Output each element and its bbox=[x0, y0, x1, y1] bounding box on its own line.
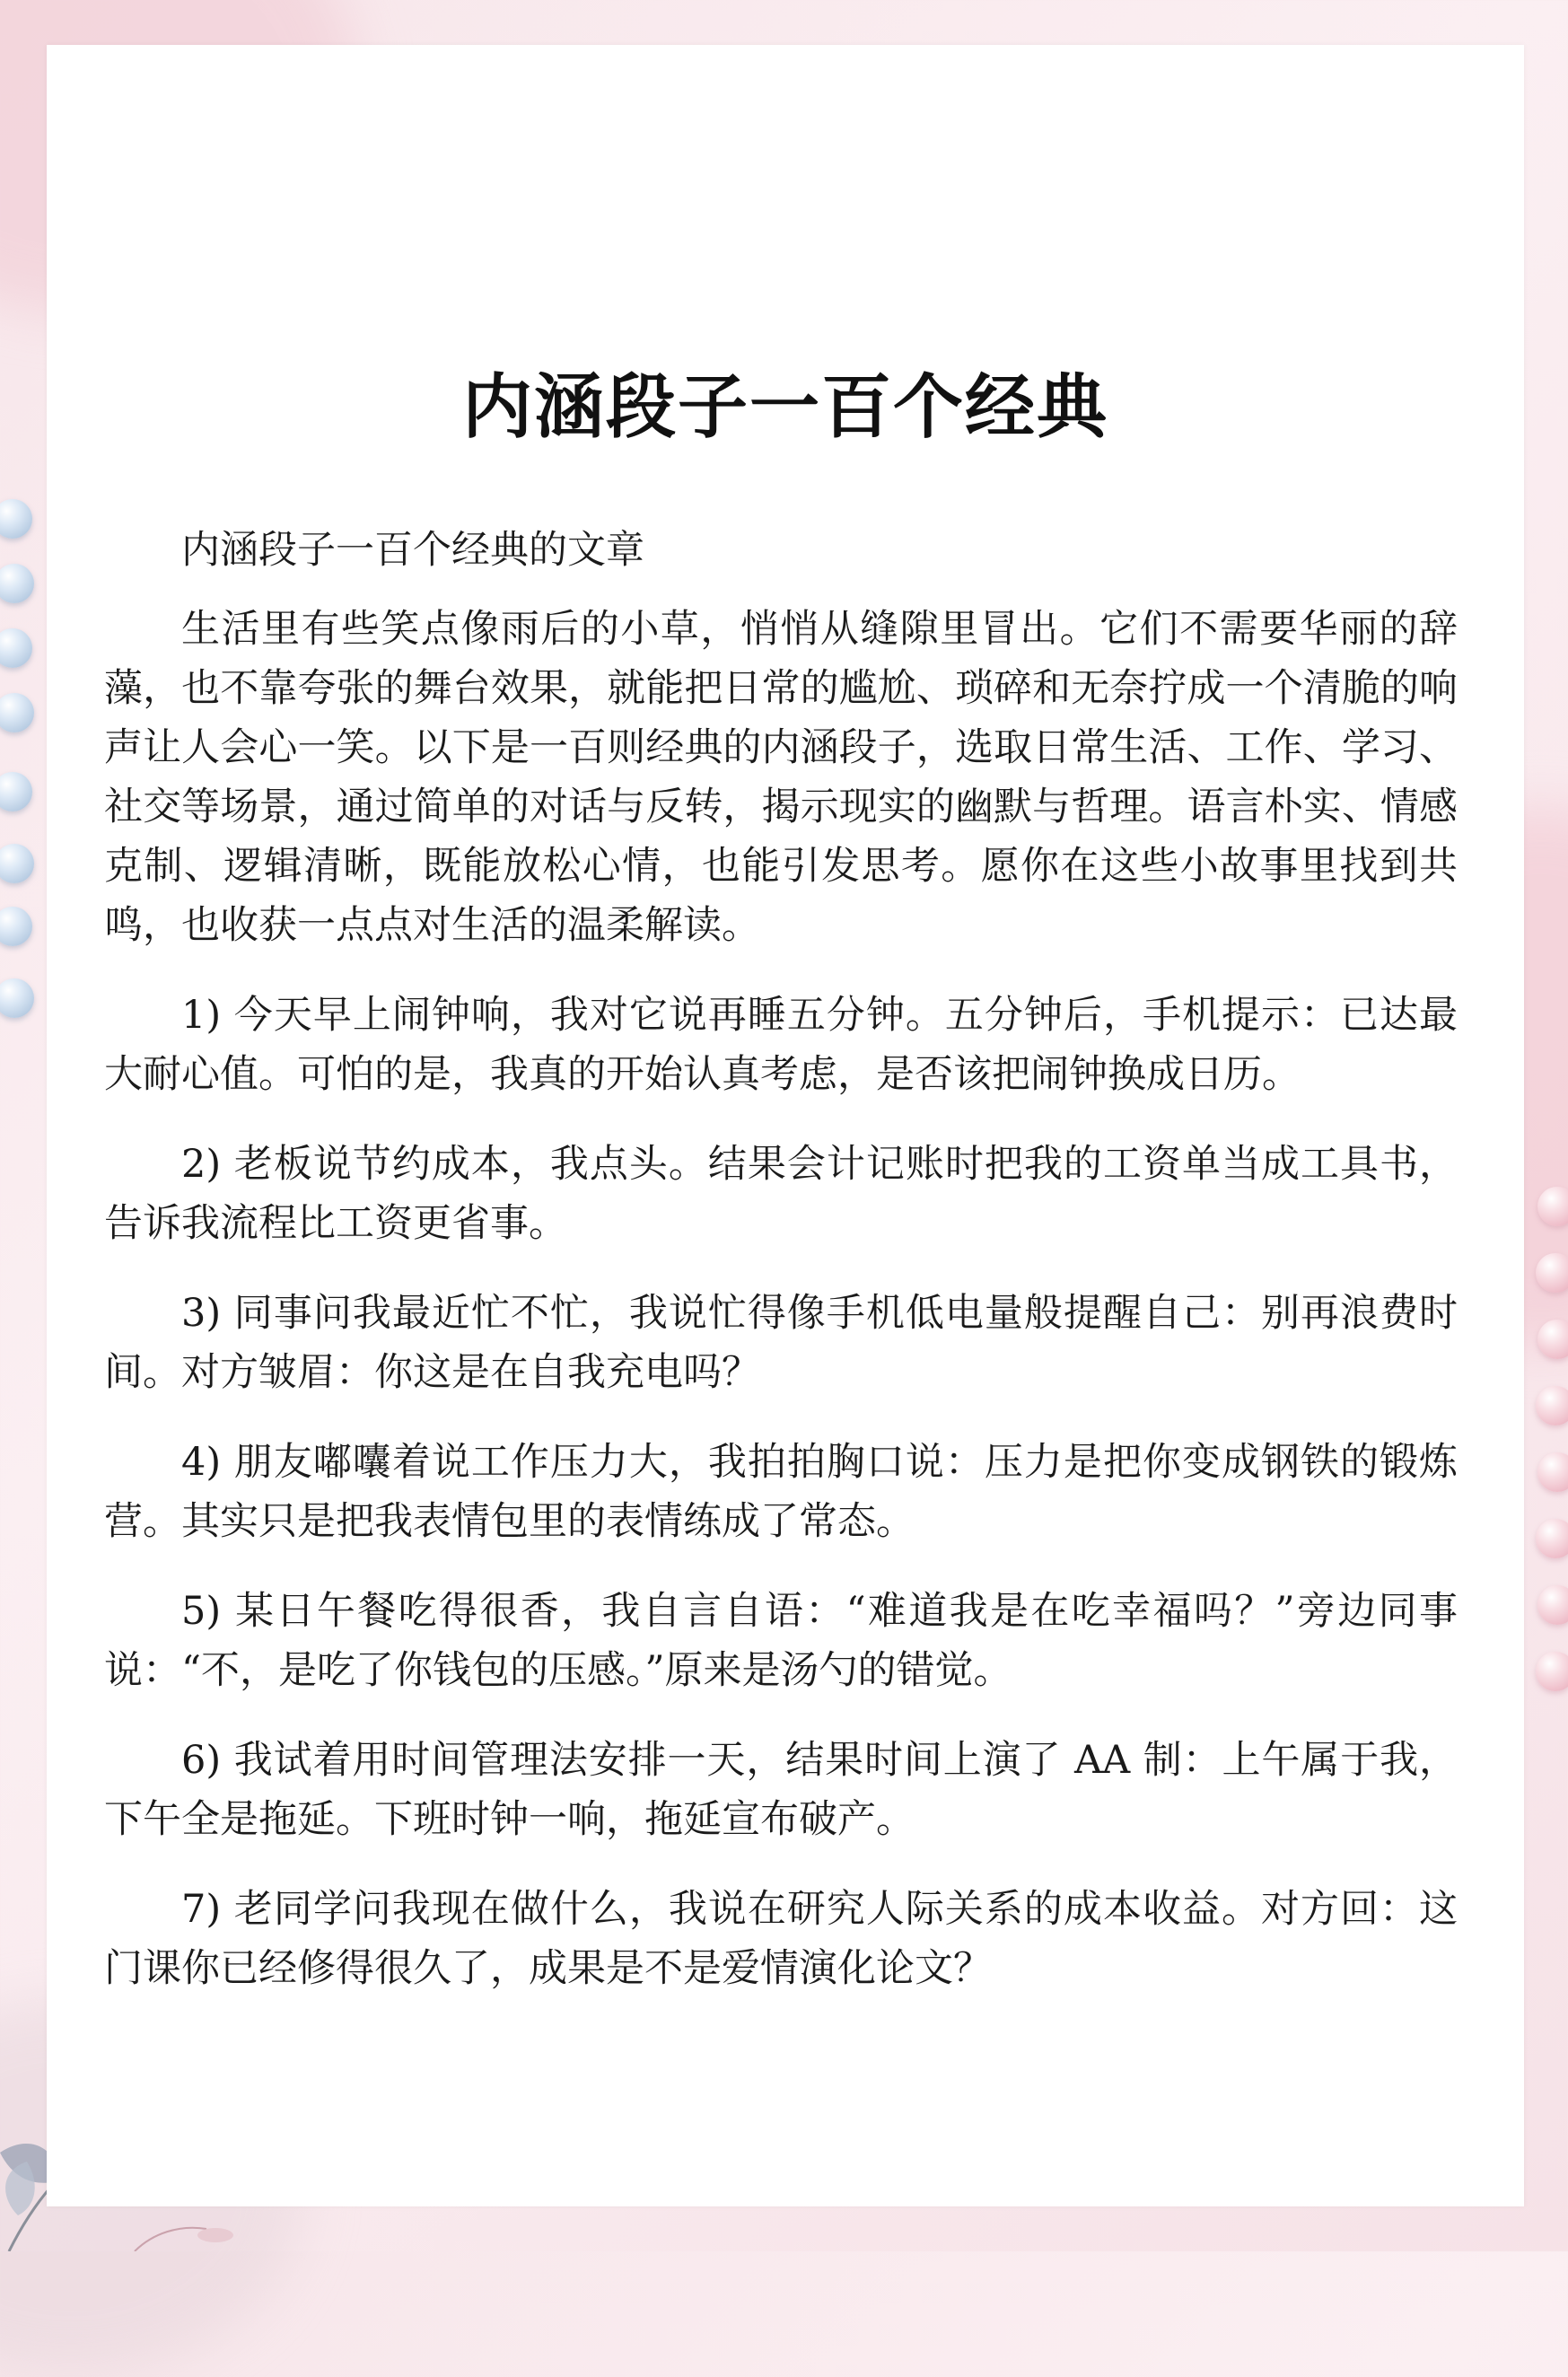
pearl-decoration bbox=[1536, 1652, 1568, 1691]
pearl-decoration bbox=[0, 628, 32, 668]
pearl-decoration bbox=[0, 772, 32, 811]
document-body bbox=[104, 521, 1458, 2029]
pearl-decoration bbox=[1537, 1320, 1568, 1359]
page-title: 内涵段子一百个经典 bbox=[461, 367, 1108, 448]
pearl-decoration bbox=[1536, 1386, 1568, 1425]
pearl-decoration bbox=[1537, 1452, 1568, 1492]
pearl-decoration bbox=[1536, 1519, 1568, 1558]
pearl-decoration bbox=[1536, 1253, 1568, 1293]
pearl-decoration bbox=[0, 564, 34, 603]
document-page bbox=[47, 45, 1524, 2206]
joke-paragraph: 7) 老同学问我现在做什么，我说在研究人际关系的成本收益。对方回：这门课你已经修得很久了，成果是不是爱情演化论文？ bbox=[104, 1887, 1458, 1991]
joke-paragraph: 1) 今天早上闹钟响，我对它说再睡五分钟。五分钟后，手机提示：已达最大耐心值。可怕的是，我真的开始认真考虑，是否该把闹钟换成日历。 bbox=[104, 993, 1458, 1097]
joke-paragraph: 3) 同事问我最近忙不忙，我说忙得像手机低电量般提醒自己：别再浪费时间。对方皱眉：你这是在自我充电吗？ bbox=[104, 1291, 1458, 1395]
pearl-decoration bbox=[0, 907, 32, 946]
pearl-decoration bbox=[0, 978, 34, 1018]
document-subtitle: 内涵段子一百个经典的文章 bbox=[181, 528, 644, 573]
pearl-decoration bbox=[0, 693, 34, 732]
pearl-decoration bbox=[1537, 1585, 1568, 1625]
joke-paragraph: 2) 老板说节约成本，我点头。结果会计记账时把我的工资单当成工具书，告诉我流程比工资更省事。 bbox=[104, 1142, 1458, 1246]
pearl-decoration bbox=[0, 499, 32, 539]
pearl-decoration bbox=[0, 844, 34, 883]
joke-paragraph: 4) 朋友嘟囔着说工作压力大，我拍拍胸口说：压力是把你变成钢铁的锻炼营。其实只是把我表情包里的表情练成了常态。 bbox=[104, 1440, 1458, 1544]
intro-paragraph: 生活里有些笑点像雨后的小草，悄悄从缝隙里冒出。它们不需要华丽的辞藻，也不靠夸张的舞台效果，就能把日常的尴尬、琐碎和无奈拧成一个清脆的响声让人会心一笑。以下是一百则经典的内涵段子，选取日常生活、工作、学习、社交等场景，通过简单的对话与反转，揭示现实的幽默与哲理。语言朴实、情感克制、逻辑清晰，既能放松心情，也能引发思考。愿你在这些小故事里找到共鸣，也收获一点点对生活的温柔解读。 bbox=[104, 607, 1458, 948]
joke-paragraph: 5) 某日午餐吃得很香，我自言自语：“难道我是在吃幸福吗？”旁边同事说：“不，是吃了你钱包的压感。”原来是汤勺的错觉。 bbox=[104, 1589, 1458, 1693]
joke-paragraph: 6) 我试着用时间管理法安排一天，结果时间上演了 AA 制：上午属于我，下午全是拖延。下班时钟一响，拖延宣布破产。 bbox=[104, 1738, 1458, 1842]
